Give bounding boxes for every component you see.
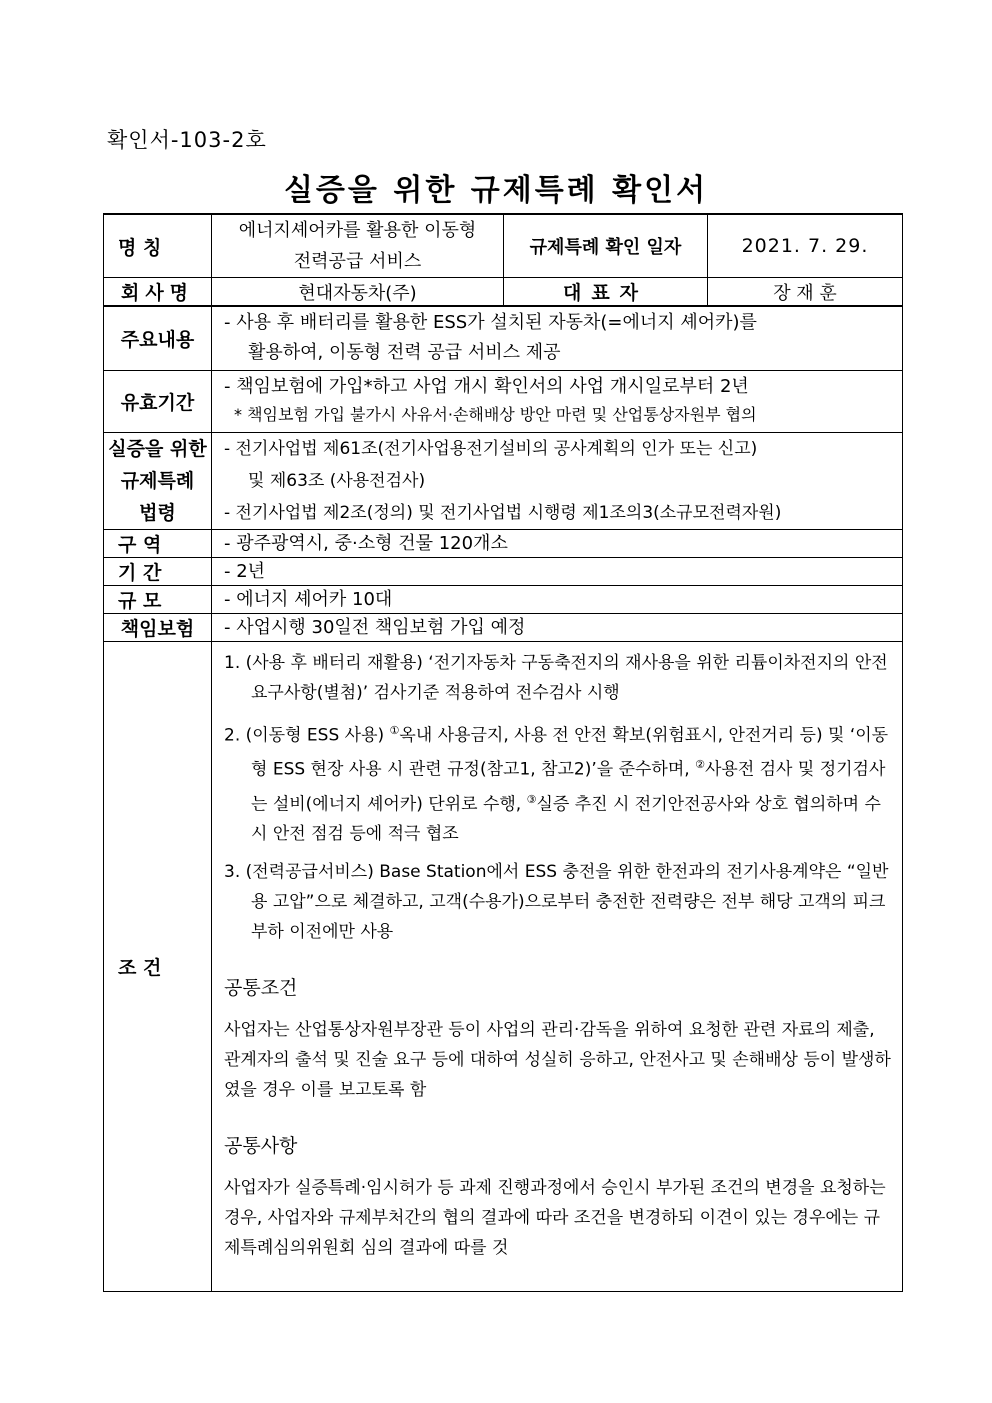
ceo-label: 대표자 <box>504 278 708 307</box>
law-label-line3: 법령 <box>139 501 176 524</box>
certificate-table <box>103 213 903 1292</box>
period-row <box>104 557 903 585</box>
law-row <box>104 432 903 529</box>
validity-row <box>104 370 903 432</box>
common-items-heading: 공통사항 <box>224 1135 298 1158</box>
conditions-value <box>212 641 903 1291</box>
period-value: - 2년 <box>212 557 903 585</box>
validity-note: * 책임보험 가입 불가시 사유서·손해배상 방안 마련 및 산업통상자원부 협의 <box>234 405 757 424</box>
conditions-label: 조 건 <box>118 956 162 979</box>
summary-row <box>104 306 903 370</box>
scale-label: 규 모 <box>118 589 162 612</box>
condition-3: 3. (전력공급서비스) Base Station에서 ESS 충전을 위한 한전과의 전기사용계약은 “일반용 고압”으로 체결하고, 고객(수용가)으로부터 충전한 전력량은 전부 해당 고객의 피크 부하 이전에만 사용 <box>224 862 889 943</box>
condition-2-part-1: 옥내 사용금지, 사용 전 안전 확보(위험표시, 안전거리 등) 및 ‘이동형 ESS 현장 사용 시 관련 규정(참고1, 참고2)’을 준수하며, <box>251 725 889 780</box>
name-value-line2: 전력공급 서비스 <box>293 251 422 272</box>
name-value-cell <box>212 214 504 278</box>
condition-2-marker-3: ③ <box>526 792 537 806</box>
insurance-label: 책임보험 <box>104 613 212 641</box>
common-items-text: 사업자가 실증특례·임시허가 등 과제 진행과정에서 승인시 부가된 조건의 변경을 요청하는 경우, 사업자와 규제부처간의 협의 결과에 따라 조건을 변경하되 이견이 있는 경우에는 규제특례심의위원회 심의 결과에 따를 것 <box>224 1178 886 1259</box>
law-label-line1: 실증을 위한 <box>108 437 207 460</box>
confirm-date-value: 2021. 7. 29. <box>708 214 903 278</box>
condition-2-lead: 2. (이동형 ESS 사용) <box>224 725 390 746</box>
ceo-value: 장 재 훈 <box>708 278 903 307</box>
name-label-cell <box>104 214 212 278</box>
summary-line2: 활용하여, 이동형 전력 공급 서비스 제공 <box>248 342 561 364</box>
conditions-row <box>104 641 903 1291</box>
condition-2-marker-1: ① <box>389 723 400 737</box>
condition-2-marker-2: ② <box>695 758 705 772</box>
scale-row <box>104 585 903 613</box>
law-line1: - 전기사업법 제61조(전기사업용전기설비의 공사계획의 인가 또는 신고) <box>224 438 758 459</box>
condition-1: 1. (사용 후 배터리 재활용) ‘전기자동차 구동축전지의 재사용을 위한 리튬이차전지의 안전 요구사항(별첨)’ 검사기준 적용하여 전수검사 시행 <box>224 652 888 703</box>
common-conditions-text: 사업자는 산업통상자원부장관 등이 사업의 관리·감독을 위하여 요청한 관련 자료의 제출, 관계자의 출석 및 진술 요구 등에 대하여 성실히 응하고, 안전사고 및 손해배상 등이 발생하였을 경우 이를 보고토록 함 <box>224 1020 891 1101</box>
area-label: 구 역 <box>118 533 162 556</box>
law-line3: - 전기사업법 제2조(정의) 및 전기사업법 시행령 제1조의3(소규모전력자원) <box>224 502 782 523</box>
company-row <box>104 278 903 307</box>
company-label: 회사명 <box>104 278 212 307</box>
area-value: - 광주광역시, 중·소형 건물 120개소 <box>212 529 903 557</box>
period-label-cell <box>104 557 212 585</box>
scale-label-cell <box>104 585 212 613</box>
document-title: 실증을 위한 규제특례 확인서 <box>283 173 709 208</box>
common-conditions-heading: 공통조건 <box>224 977 298 1000</box>
validity-line1: - 책임보험에 가입*하고 사업 개시 확인서의 사업 개시일로부터 2년 <box>224 376 749 397</box>
summary-value <box>212 306 903 370</box>
law-label-cell <box>104 432 212 529</box>
document-number: 확인서-103-2호 <box>107 128 267 152</box>
period-label: 기 간 <box>118 561 162 584</box>
condition-2-part-2: 사용전 검사 및 정기검사는 설비(에너지 셰어카) 단위로 수행, <box>251 759 886 815</box>
validity-label: 유효기간 <box>104 370 212 432</box>
insurance-value: - 사업시행 30일전 책임보험 가입 예정 <box>212 613 903 641</box>
summary-line1: - 사용 후 배터리를 활용한 ESS가 설치된 자동차(=에너지 셰어카)를 <box>224 312 757 334</box>
company-value: 현대자동차(주) <box>212 278 504 307</box>
confirm-date-label: 규제특례 확인 일자 <box>504 214 708 278</box>
validity-value <box>212 370 903 432</box>
law-label-line2: 규제특례 <box>120 469 195 492</box>
law-line2: 및 제63조 (사용전검사) <box>248 470 426 491</box>
conditions-label-cell <box>104 641 212 1291</box>
name-row <box>104 214 903 278</box>
name-value-line1: 에너지셰어카를 활용한 이동형 <box>238 220 477 241</box>
insurance-row <box>104 613 903 641</box>
scale-value: - 에너지 셰어카 10대 <box>212 585 903 613</box>
name-label: 명 칭 <box>118 236 162 259</box>
summary-label: 주요내용 <box>104 306 212 370</box>
area-row <box>104 529 903 557</box>
condition-2 <box>224 716 896 850</box>
condition-2-part-3: 실증 추진 시 전기안전공사와 상호 협의하며 수시 안전 점검 등에 적극 협조 <box>251 794 881 845</box>
law-value <box>212 432 903 529</box>
area-label-cell <box>104 529 212 557</box>
